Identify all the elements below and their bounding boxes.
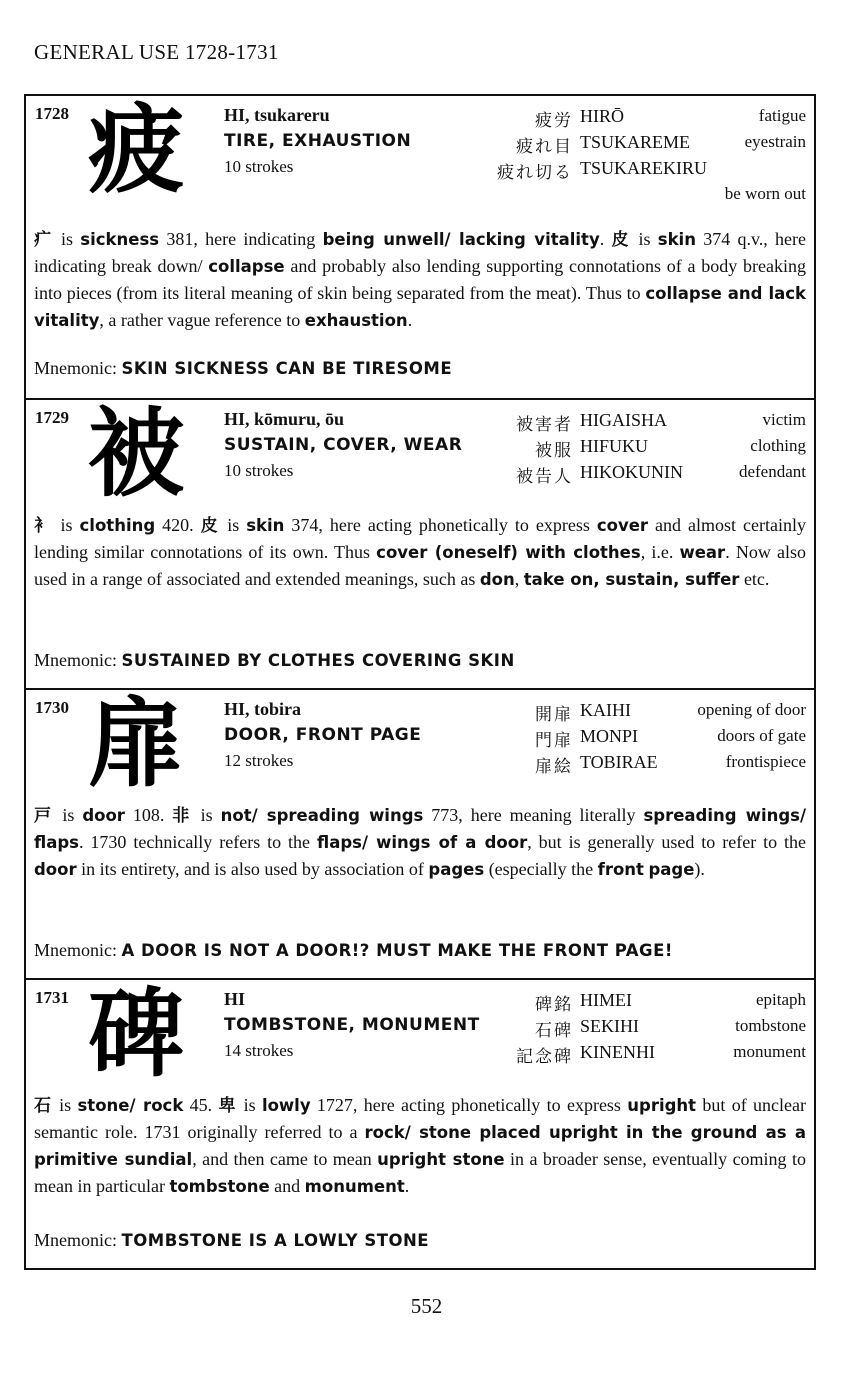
compound-english: defendant: [738, 462, 806, 481]
compound-english: fatigue: [758, 106, 806, 125]
compound-list: [466, 410, 806, 488]
entry-description: 疒 is sickness 381, here indicating being unwell/ lacking vitality. 皮 is skin 374 q.v., here indicating break down/ collapse and probably also lending supporting connotations of a body breaking into pieces (from its literal meaning of skin being separated from the meat). Thus to collapse and lack vitality, a rather vague reference to exhaustion.: [34, 229, 807, 330]
mnemonic-label: Mnemonic:: [34, 358, 117, 378]
kanji-entry-1730: [26, 688, 814, 978]
compound-row: [466, 158, 806, 210]
mnemonic: [34, 940, 673, 961]
entry-description: 衤 is clothing 420. 皮 is skin 374, here acting phonetically to express cover and almost certainly lending similar connotations of its own. Thus cover (oneself) with clothes, i.e. wear. Now also used in a range of associated and extended meanings, such as don, take on, sustain, suffer etc.: [34, 515, 807, 589]
compound-list: [466, 106, 806, 210]
compound-word: 碑銘: [535, 995, 573, 1015]
page-header: GENERAL USE 1728-1731: [34, 40, 279, 64]
mnemonic-text: TOMBSTONE IS A LOWLY STONE: [121, 1231, 430, 1250]
radical-glyph: 衤: [34, 516, 54, 536]
compound-row: [466, 106, 806, 132]
compound-word: 扉絵: [535, 757, 573, 777]
compound-word: 被害者: [516, 415, 573, 435]
entry-info: [224, 986, 480, 1064]
compound-list: [466, 990, 806, 1068]
mnemonic: [34, 650, 515, 671]
mnemonic-text: A DOOR IS NOT A DOOR!? MUST MAKE THE FRONT PAGE!: [121, 941, 673, 960]
mnemonic-label: Mnemonic:: [34, 940, 117, 960]
radical-glyph: 皮: [611, 230, 632, 250]
entry-description: 戸 is door 108. 非 is not/ spreading wings 773, here meaning literally spreading wings/ flaps. 1730 technically refers to the flaps/ wings of a door, but is generally used to refer to the door in its entirety, and is also used by association of pages (especially the front page).: [34, 805, 807, 879]
compound-romaji: HIKOKUNIN: [580, 462, 683, 482]
entry-reading: HI, tobira: [224, 699, 302, 719]
entry-number: 1731: [35, 988, 69, 1007]
entry-info: [224, 696, 421, 774]
compound-word: 疲労: [535, 111, 573, 131]
kanji-entry-1729: [26, 398, 814, 688]
compound-romaji: HIGAISHA: [580, 410, 667, 430]
compound-row: [466, 726, 806, 752]
entry-meaning: SUSTAIN, COVER, WEAR: [224, 435, 463, 455]
page-number: 552: [410, 1294, 443, 1318]
compound-english: doors of gate: [717, 726, 806, 745]
compound-romaji: TSUKAREKIRU: [580, 158, 708, 178]
compound-romaji: HIMEI: [580, 990, 632, 1010]
compound-romaji: TSUKAREME: [580, 132, 691, 152]
radical-glyph: 皮: [200, 516, 221, 536]
kanji-character: 碑: [88, 977, 184, 1090]
mnemonic-label: Mnemonic:: [34, 1230, 117, 1250]
radical-glyph: 卑: [218, 1096, 238, 1116]
compound-english: epitaph: [755, 990, 806, 1009]
compound-row: [466, 990, 806, 1016]
kanji-entry-1731: [26, 978, 814, 1268]
compound-romaji: KAIHI: [580, 700, 631, 720]
compound-word: 疲れ目: [516, 137, 573, 157]
compound-row: [466, 132, 806, 158]
mnemonic-text: SKIN SICKNESS CAN BE TIRESOME: [121, 359, 453, 378]
compound-row: [466, 1042, 806, 1068]
compound-english: clothing: [750, 436, 806, 455]
mnemonic-label: Mnemonic:: [34, 650, 117, 670]
entry-meaning: TIRE, EXHAUSTION: [224, 131, 412, 151]
entry-reading: HI: [224, 989, 246, 1009]
kanji-character: 疲: [88, 93, 184, 206]
compound-english: eyestrain: [744, 132, 806, 151]
mnemonic: [34, 1230, 429, 1251]
compound-row: [466, 462, 806, 488]
mnemonic: [34, 358, 452, 379]
entry-reading: HI, kōmuru, ōu: [224, 409, 345, 429]
compound-english: tombstone: [735, 1016, 806, 1035]
entry-meaning: DOOR, FRONT PAGE: [224, 725, 422, 745]
stroke-count: 12 strokes: [224, 751, 294, 770]
compound-list: [466, 700, 806, 778]
compound-word: 疲れ切る: [497, 163, 573, 183]
kanji-entry-1728: [26, 93, 814, 398]
compound-row: [466, 752, 806, 778]
stroke-count: 14 strokes: [224, 1041, 294, 1060]
entry-info: [224, 406, 462, 484]
entry-number: 1730: [35, 698, 69, 717]
compound-row: [466, 1016, 806, 1042]
kanji-entry-list: [24, 94, 816, 1270]
compound-english: opening of door: [697, 700, 806, 719]
compound-english: monument: [733, 1042, 806, 1061]
compound-word: 開扉: [535, 705, 573, 725]
compound-english: victim: [762, 410, 806, 429]
compound-romaji: HIRŌ: [580, 106, 624, 126]
compound-word: 被服: [535, 441, 573, 461]
radical-glyph: 戸: [34, 806, 55, 826]
entry-info: [224, 102, 411, 180]
compound-word: 被告人: [516, 467, 573, 487]
entry-reading: HI, tsukareru: [224, 105, 330, 125]
entry-meaning: TOMBSTONE, MONUMENT: [224, 1015, 480, 1035]
compound-romaji: SEKIHI: [580, 1016, 639, 1036]
entry-description: 石 is stone/ rock 45. 卑 is lowly 1727, here acting phonetically to express upright but of unclear semantic role. 1731 originally referred to a rock/ stone placed upright in the ground as a primitive sundial, and then came to mean upright stone in a broader sense, eventually coming to mean in particular tombstone and monument.: [34, 1095, 806, 1196]
compound-row: [466, 436, 806, 462]
compound-romaji: TOBIRAE: [580, 752, 658, 772]
mnemonic-text: SUSTAINED BY CLOTHES COVERING SKIN: [121, 651, 515, 670]
kanji-character: 扉: [88, 687, 184, 800]
radical-glyph: 石: [34, 1096, 53, 1116]
compound-row: [466, 410, 806, 436]
compound-english: frontispiece: [725, 752, 806, 771]
compound-romaji: KINENHI: [580, 1042, 655, 1062]
stroke-count: 10 strokes: [224, 157, 294, 176]
compound-row: [466, 700, 806, 726]
compound-romaji: MONPI: [580, 726, 639, 746]
radical-glyph: 疒: [34, 230, 54, 250]
entry-number: 1728: [35, 104, 69, 123]
stroke-count: 10 strokes: [224, 461, 294, 480]
compound-word: 門扉: [535, 731, 573, 751]
radical-glyph: 非: [172, 806, 193, 826]
compound-romaji: HIFUKU: [580, 436, 649, 456]
kanji-character: 被: [88, 397, 184, 510]
entry-number: 1729: [35, 408, 69, 427]
compound-word: 記念碑: [516, 1047, 573, 1067]
compound-english: be worn out: [724, 184, 806, 203]
compound-word: 石碑: [535, 1021, 573, 1041]
